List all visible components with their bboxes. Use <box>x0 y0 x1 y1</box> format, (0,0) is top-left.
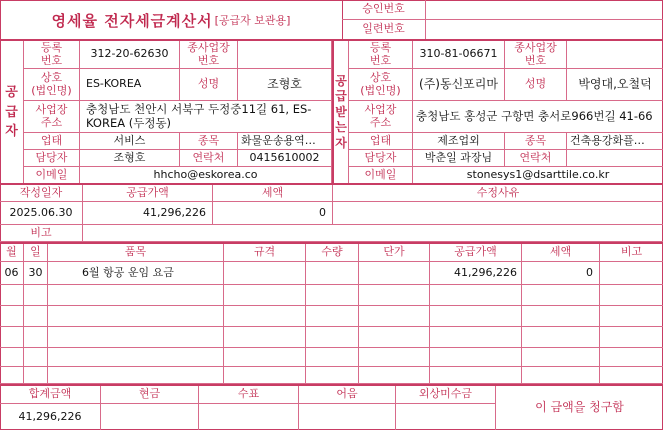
empty-item-cell <box>224 285 306 306</box>
tax-label: 세액 <box>213 185 333 202</box>
empty-item-cell <box>48 285 224 306</box>
empty-item-cell <box>24 285 48 306</box>
empty-item-cell <box>0 348 24 367</box>
empty-item-cell <box>600 348 663 367</box>
supplier-addr: 충청남도 천안시 서북구 두정중11길 61, ES-KOREA (두정동) <box>80 101 332 133</box>
buyer-addr: 충청남도 홍성군 구항면 충서로966번길 41-66 <box>413 101 663 133</box>
empty-item-cell <box>359 348 430 367</box>
date-label: 작성일자 <box>0 185 83 202</box>
empty-item-cell <box>48 348 224 367</box>
date-value: 2025.06.30 <box>0 202 83 225</box>
empty-item-cell <box>522 285 600 306</box>
item-month: 06 <box>0 262 24 285</box>
buyer-side-char: 자 <box>335 135 347 150</box>
buyer-bizitem-label: 종목 <box>505 133 567 150</box>
empty-item-cell <box>600 285 663 306</box>
items-header-note: 비고 <box>600 244 663 262</box>
empty-item-cell <box>306 306 359 327</box>
empty-item-cell <box>0 306 24 327</box>
buyer-email-label: 이메일 <box>349 167 413 184</box>
item-note <box>600 262 663 285</box>
item-name: 6월 항공 운임 요금 <box>48 262 224 285</box>
buyer-branch-label: 종사업장 번호 <box>505 41 567 69</box>
credit-label: 외상미수금 <box>396 386 496 404</box>
items-header-day: 일 <box>24 244 48 262</box>
supplier-rep: 조형호 <box>238 69 332 101</box>
empty-item-cell <box>0 285 24 306</box>
supplier-side-char: 공 <box>5 85 18 101</box>
empty-item-cell <box>522 367 600 384</box>
empty-item-cell <box>522 327 600 348</box>
buyer-addr-label: 사업장 주소 <box>349 101 413 133</box>
empty-item-cell <box>600 367 663 384</box>
buyer-contact: 박춘일 과장님 <box>413 150 505 167</box>
buyer-phone <box>567 150 663 167</box>
buyer-phone-label: 연락처 <box>505 150 567 167</box>
supplier-branch <box>238 41 332 69</box>
cash-value <box>101 404 199 430</box>
empty-item-cell <box>224 327 306 348</box>
supplier-bizitem-label: 종목 <box>180 133 238 150</box>
buyer-side-char: 는 <box>335 120 347 135</box>
note-value <box>83 225 663 242</box>
supplier-contact: 조형호 <box>80 150 180 167</box>
tax-value: 0 <box>213 202 333 225</box>
empty-item-cell <box>48 306 224 327</box>
cash-label: 현금 <box>101 386 199 404</box>
serial-label: 일련번호 <box>342 20 426 40</box>
supplier-side-char: 급 <box>5 104 18 120</box>
empty-item-cell <box>430 367 522 384</box>
empty-item-cell <box>600 327 663 348</box>
item-supply: 41,296,226 <box>430 262 522 285</box>
empty-item-cell <box>48 327 224 348</box>
supply-value: 41,296,226 <box>83 202 213 225</box>
item-qty <box>306 262 359 285</box>
total-value: 41,296,226 <box>0 404 101 430</box>
buyer-name-label: 상호 (법인명) <box>349 69 413 101</box>
buyer-side-label <box>334 41 349 184</box>
supplier-name: ES-KOREA <box>80 69 180 101</box>
buyer-side-char: 급 <box>335 89 347 104</box>
item-tax: 0 <box>522 262 600 285</box>
claim-text: 이 금액을 청구함 <box>535 400 624 415</box>
supplier-rep-label: 성명 <box>180 69 238 101</box>
serial-value <box>426 20 663 40</box>
note-label: 비고 <box>0 225 83 242</box>
items-header-price: 단가 <box>359 244 430 262</box>
empty-item-cell <box>24 327 48 348</box>
supplier-biztype: 서비스 <box>80 133 180 150</box>
empty-item-cell <box>359 306 430 327</box>
buyer-biztype: 제조업외 <box>413 133 505 150</box>
title-main: 영세율 전자세금계산서 <box>51 11 213 30</box>
empty-item-cell <box>359 367 430 384</box>
empty-item-cell <box>522 306 600 327</box>
buyer-side-char: 받 <box>335 104 347 119</box>
reason-value <box>333 202 663 225</box>
empty-item-cell <box>306 348 359 367</box>
items-header-name: 품목 <box>48 244 224 262</box>
approval-value <box>426 0 663 20</box>
supply-label: 공급가액 <box>83 185 213 202</box>
item-day: 30 <box>24 262 48 285</box>
empty-item-cell <box>359 327 430 348</box>
empty-item-cell <box>0 367 24 384</box>
buyer-email: stonesys1@dsarttile.co.kr <box>413 167 663 184</box>
supplier-contact-label: 담당자 <box>24 150 80 167</box>
bill-label: 어음 <box>299 386 396 404</box>
approval-label: 승인번호 <box>342 0 426 20</box>
credit-value <box>396 404 496 430</box>
total-label: 합계금액 <box>0 386 101 404</box>
supplier-reg-no: 312-20-62630 <box>80 41 180 69</box>
buyer-reg-label: 등록 번호 <box>349 41 413 69</box>
empty-item-cell <box>359 285 430 306</box>
bill-value <box>299 404 396 430</box>
items-header-supply: 공급가액 <box>430 244 522 262</box>
buyer-rep-label: 성명 <box>505 69 567 101</box>
check-value <box>199 404 299 430</box>
items-header-tax: 세액 <box>522 244 600 262</box>
empty-item-cell <box>0 327 24 348</box>
item-spec <box>224 262 306 285</box>
empty-item-cell <box>600 306 663 327</box>
supplier-phone: 0415610002 <box>238 150 332 167</box>
supplier-email: hhcho@eskorea.co <box>80 167 332 184</box>
items-header-month: 월 <box>0 244 24 262</box>
empty-item-cell <box>306 367 359 384</box>
invoice-title <box>0 0 342 40</box>
supplier-side-char: 자 <box>5 124 18 140</box>
buyer-rep: 박영대,오철덕 <box>567 69 663 101</box>
buyer-biztype-label: 업태 <box>349 133 413 150</box>
empty-item-cell <box>224 367 306 384</box>
supplier-email-label: 이메일 <box>24 167 80 184</box>
empty-item-cell <box>24 306 48 327</box>
supplier-side-label <box>0 41 24 184</box>
empty-item-cell <box>430 306 522 327</box>
reason-label: 수정사유 <box>333 185 663 202</box>
empty-item-cell <box>48 367 224 384</box>
supplier-addr-label: 사업장 주소 <box>24 101 80 133</box>
title-sub: [공급자 보관용] <box>214 14 291 27</box>
empty-item-cell <box>430 327 522 348</box>
empty-item-cell <box>24 348 48 367</box>
buyer-bizitem: 건축용강화플… <box>567 133 663 150</box>
empty-item-cell <box>24 367 48 384</box>
empty-item-cell <box>224 306 306 327</box>
items-header-spec: 규격 <box>224 244 306 262</box>
empty-item-cell <box>224 348 306 367</box>
buyer-reg-no: 310-81-06671 <box>413 41 505 69</box>
buyer-name: (주)동신포리마 <box>413 69 505 101</box>
empty-item-cell <box>306 327 359 348</box>
empty-item-cell <box>522 348 600 367</box>
buyer-contact-label: 담당자 <box>349 150 413 167</box>
supplier-biztype-label: 업태 <box>24 133 80 150</box>
empty-item-cell <box>306 285 359 306</box>
supplier-reg-label: 등록 번호 <box>24 41 80 69</box>
supplier-branch-label: 종사업장 번호 <box>180 41 238 69</box>
item-price <box>359 262 430 285</box>
supplier-phone-label: 연락처 <box>180 150 238 167</box>
items-header-qty: 수량 <box>306 244 359 262</box>
buyer-branch <box>567 41 663 69</box>
supplier-bizitem: 화물운송용역… <box>238 133 332 150</box>
empty-item-cell <box>430 285 522 306</box>
supplier-name-label: 상호 (법인명) <box>24 69 80 101</box>
check-label: 수표 <box>199 386 299 404</box>
empty-item-cell <box>430 348 522 367</box>
buyer-side-char: 공 <box>335 73 347 88</box>
